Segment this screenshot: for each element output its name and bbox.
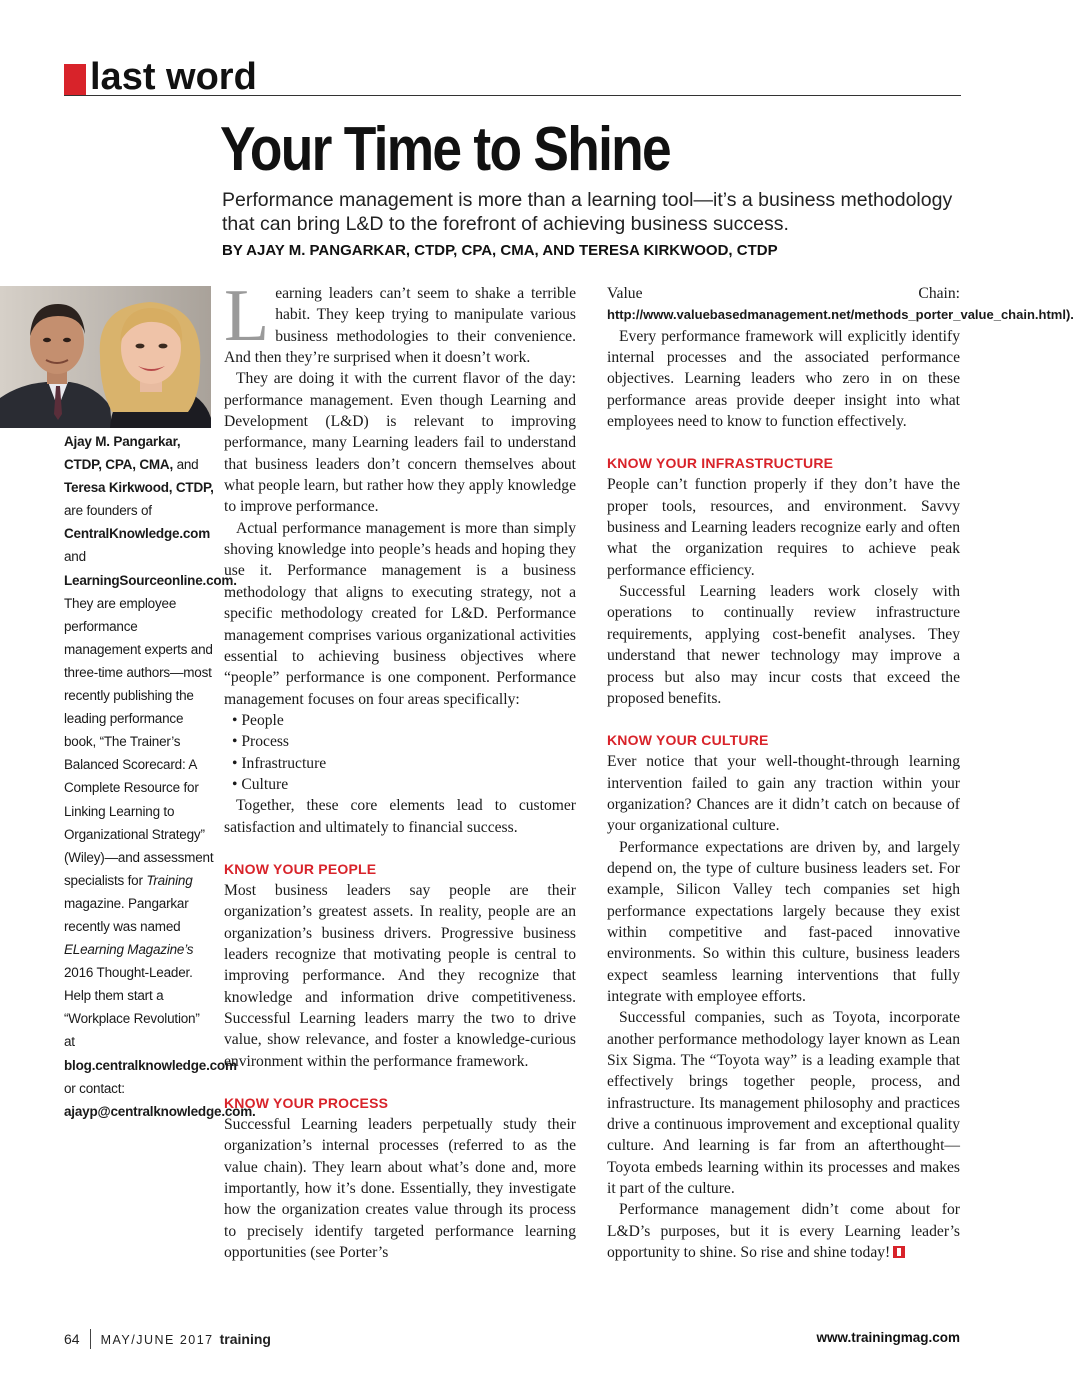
paragraph-text: Performance management didn’t come about for L&D’s purposes, but it is every Learning leader’s opportunity to shine. So rise and shine today! <box>607 1201 960 1262</box>
bio-magazine-title: Training <box>146 872 193 888</box>
paragraph: Performance expectations are driven by, and largely depend on, the type of culture business leaders set. For example, Silicon Valley tech companies set high performance expectations largely because they exist within competitive and fast-paced innovative environments. So within this culture, business leaders expect seamless learning interventions that fully integrate with employee efforts. <box>607 838 960 1005</box>
subhead-process: KNOW YOUR PROCESS <box>224 1095 389 1112</box>
list-item: • Infrastructure <box>232 753 576 774</box>
paragraph: Together, these core elements lead to customer satisfaction and ultimately to financial success. <box>224 797 576 836</box>
drop-cap: L <box>224 275 270 357</box>
bio-email-link[interactable]: ajayp@centralknowledge.com. <box>64 1103 256 1119</box>
footer-divider <box>90 1329 91 1349</box>
bio-text: or contact: <box>64 1080 125 1096</box>
footer-folio <box>64 1329 271 1349</box>
list-item: • Culture <box>232 774 576 795</box>
bio-link-learningsource[interactable]: LearningSourceonline.com. <box>64 572 237 588</box>
focus-areas-list <box>224 710 576 795</box>
paragraph-text: earning leaders can’t seem to shake a terrible habit. They keep trying to manipulate various business methodologies to their convenience. And then they’re surprised when it doesn’t work. <box>224 285 576 367</box>
paragraph: People can’t function properly if they don’t have the proper tools, resources, and environment. Savvy business and Learning leaders recognize early and often what the organization requires to achieve peak performance efficiency. <box>607 476 960 579</box>
paragraph: Successful Learning leaders perpetually study their organization’s internal processes (referred to as the value chain). They learn about what’s done and, more importantly, how it’s done. Essentially, they investigate how the organization creates value through its process to precisely identify targeted performance learning opportunities (see Porter’s <box>224 1116 576 1262</box>
byline: BY AJAY M. PANGARKAR, CTDP, CPA, CMA, AND TERESA KIRKWOOD, CTDP <box>222 242 778 259</box>
paragraph <box>224 275 576 368</box>
section-label: last word <box>90 56 257 98</box>
article-column-2 <box>607 283 1074 1263</box>
paragraph <box>607 283 1074 326</box>
headline: Your Time to Shine <box>220 115 670 184</box>
magazine-name: training <box>219 1331 271 1347</box>
paragraph-text: Value Chain: <box>607 285 960 302</box>
author-photo <box>0 286 211 428</box>
bio-text: They are employee performance management experts and three-time authors—most recently publishing the leading performance book, “The Trainer’s Balanced Scorecard: A Complete Resource for Linking Learning to Organizational Strategy” (Wiley)—and assessment specialists for <box>64 595 214 888</box>
list-item: • People <box>232 710 576 731</box>
bio-link-centralknowledge[interactable]: CentralKnowledge.com <box>64 526 211 542</box>
paragraph: Successful Learning leaders work closely with operations to continually review infrastructure requirements, applying cost-benefit analyses. They understand that newer technology may improve a process but also may incur costs that exceed the proposed benefits. <box>607 583 960 707</box>
porter-value-chain-link[interactable]: http://www.valuebasedmanagement.net/methods_porter_value_chain.html). <box>607 307 1074 323</box>
bio-magazine-title: ELearning Magazine’s <box>64 942 194 958</box>
subhead-infrastructure: KNOW YOUR INFRASTRUCTURE <box>607 455 834 472</box>
page-number: 64 <box>64 1331 80 1347</box>
section-rule <box>64 95 961 96</box>
paragraph: Successful companies, such as Toyota, incorporate another performance methodology layer known as Lean Six Sigma. The “Toyota way” is a leading example that effectively brings together people, process, and infrastructure. Its management philosophy and practices drive a continuous improvement and exceptional quality culture. And learning is far from an afterthought—Toyota embeds learning within its processes and makes it part of the culture. <box>607 1009 960 1198</box>
end-mark-icon <box>893 1246 905 1258</box>
list-item: • Process <box>232 731 576 752</box>
bio-text: are founders of <box>64 503 152 519</box>
deck: Performance management is more than a learning tool—it’s a business methodology that can bring L&D to the forefront of achieving business success. <box>222 189 953 235</box>
author-photo-drawing <box>0 286 211 428</box>
author-bio <box>64 430 256 1123</box>
issue-date: MAY/JUNE 2017 <box>100 1333 214 1347</box>
section-marker <box>64 64 86 95</box>
paragraph: Actual performance management is more than simply shoving knowledge into people’s heads and hoping they use it. Performance management is a business methodology that aligns to executing strategy, not a specific methodology created for L&D. Performance management comprises various organizational activities essential to achieving business objectives where “people” performance is one component. Performance management focuses on four areas specifically: <box>224 519 576 708</box>
paragraph: Most business leaders say people are their organization’s greatest assets. In reality, people are an organization’s business drivers. Progressive business leaders recognize that motivating people is central to improving performance. And they recognize that knowledge and information drive competitiveness. Successful Learning leaders marry the two to drive value, show relevance, and foster a knowledge-curious environment within the performance framework. <box>224 881 576 1070</box>
subhead-people: KNOW YOUR PEOPLE <box>224 860 377 877</box>
footer-url[interactable]: www.trainingmag.com <box>816 1330 960 1345</box>
paragraph <box>607 1199 960 1263</box>
bio-name-1: Ajay M. Pangarkar, CTDP, CPA, CMA, <box>64 434 181 473</box>
paragraph: Every performance framework will explicitly identify internal processes and the associated performance objectives. Learning leaders who zero in on these performance areas provide deeper insight into what employees need to know to function effectively. <box>607 327 960 431</box>
bio-text: and <box>173 457 199 473</box>
bio-text: and <box>64 549 86 565</box>
bio-link-blog[interactable]: blog.centralknowledge.com <box>64 1057 237 1073</box>
bio-text: 2016 Thought-Leader. Help them start a “Workplace Revolution” at <box>64 965 200 1050</box>
paragraph: Ever notice that your well-thought-through learning intervention failed to gain any traction within your organization? Chances are it didn’t catch on because of your organizational culture. <box>607 753 960 835</box>
paragraph: They are doing it with the current flavor of the day: performance management. Even though Learning and Development (L&D) is relevant to improving performance, many Learning leaders fail to understand that business leaders don’t concern themselves about what people learn, but rather how they apply knowledge to improve performance. <box>224 370 576 516</box>
subhead-culture: KNOW YOUR CULTURE <box>607 732 769 749</box>
bio-text: magazine. Pangarkar recently was named <box>64 895 189 934</box>
bio-name-2: Teresa Kirkwood, CTDP, <box>64 480 214 496</box>
article-column-1 <box>224 275 576 1263</box>
